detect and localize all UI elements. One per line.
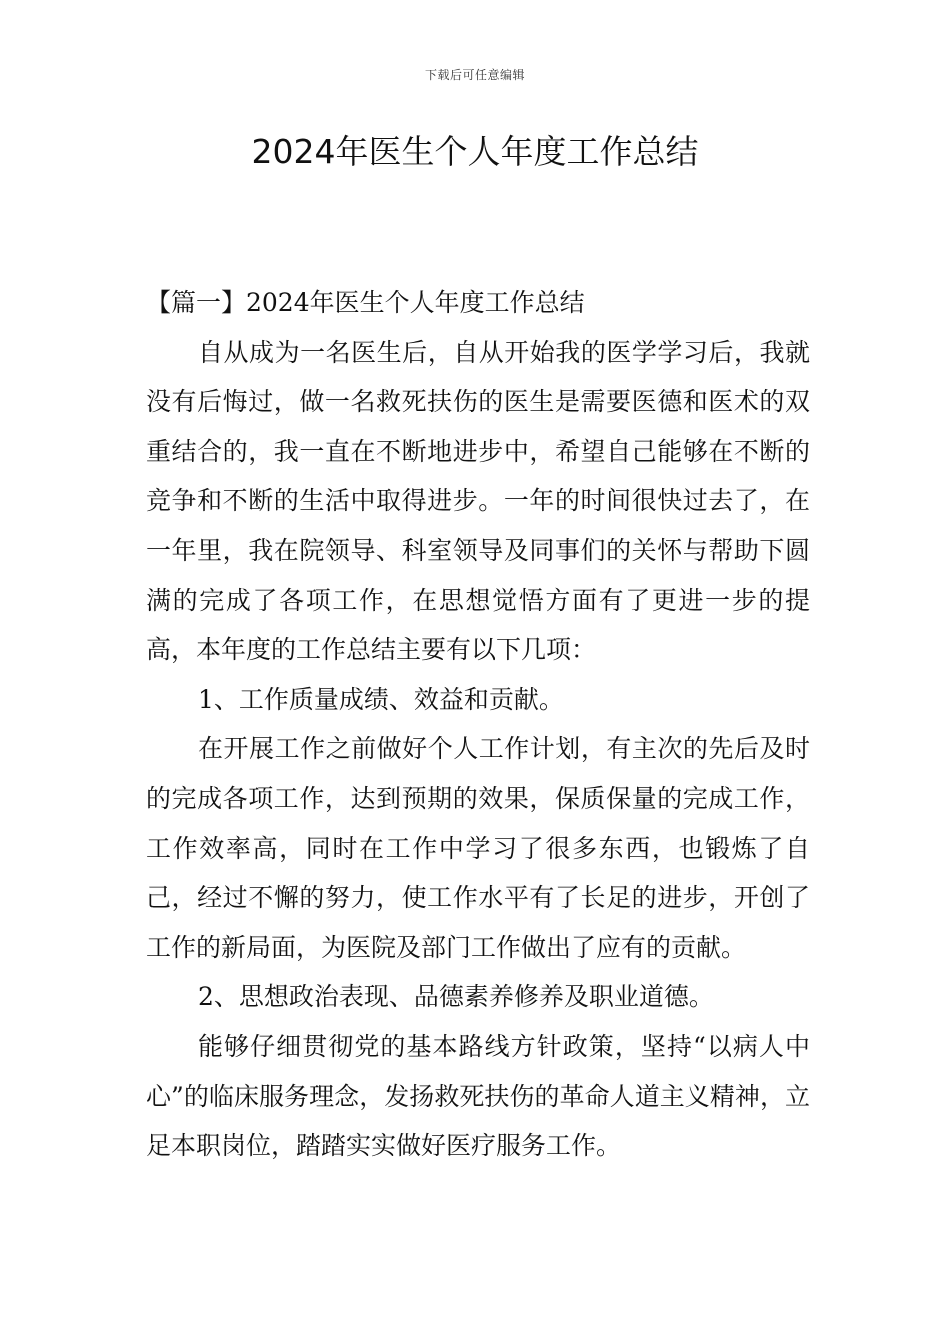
document-body (146, 278, 810, 1171)
header-note: 下载后可任意编辑 (424, 68, 525, 82)
paragraph-intro: 自从成为一名医生后，自从开始我的医学学习后，我就没有后悔过，做一名救死扶伤的医生是需要医德和医术的双重结合的，我一直在不断地进步中，希望自己能够在不断的竞争和不断的生活中取得进步。一年的时间很快过去了，在一年里，我在院领导、科室领导及同事们的关怀与帮助下圆满的完成了各项工作，在思想觉悟方面有了更进一步的提高，本年度的工作总结主要有以下几项： (146, 337, 810, 665)
paragraph-work-quality: 在开展工作之前做好个人工作计划，有主次的先后及时的完成各项工作，达到预期的效果，保质保量的完成工作，工作效率高，同时在工作中学习了很多东西，也锻炼了自己，经过不懈的努力，使工作水平有了长足的进步，开创了工作的新局面，为医院及部门工作做出了应有的贡献。 (146, 734, 810, 962)
subheading-work-quality: 1、工作质量成绩、效益和贡献。 (198, 684, 564, 714)
section-heading: 【篇一】2024年医生个人年度工作总结 (146, 288, 585, 317)
subheading-ethics: 2、思想政治表现、品德素养修养及职业道德。 (198, 982, 714, 1012)
paragraph-ethics: 能够仔细贯彻党的基本路线方针政策，坚持“以病人中心”的临床服务理念，发扬救死扶伤的革命人道主义精神，立足本职岗位，踏踏实实做好医疗服务工作。 (146, 1031, 810, 1161)
document-title: 2024年医生个人年度工作总结 (251, 132, 699, 171)
